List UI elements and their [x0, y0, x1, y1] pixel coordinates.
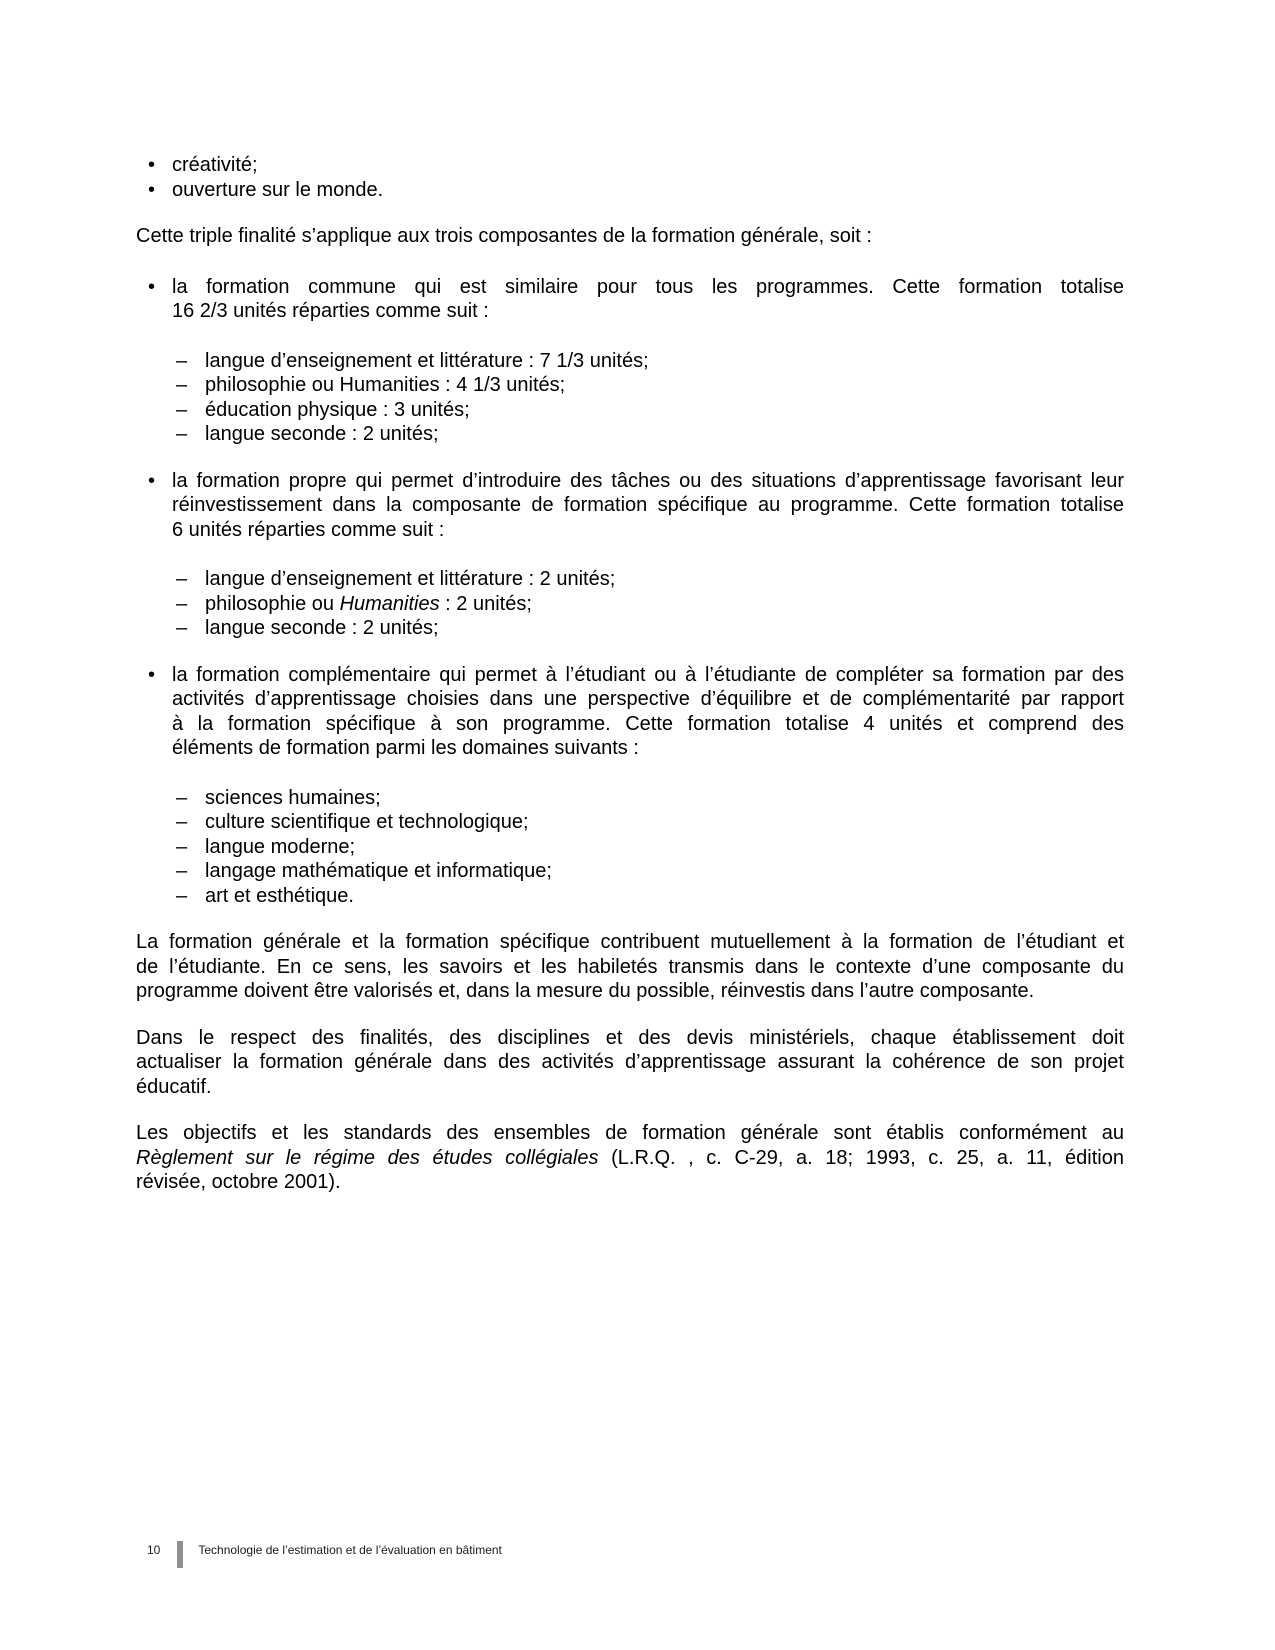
section-formation-commune [136, 275, 1124, 447]
sub-item [136, 884, 1124, 909]
sub-item-text: éducation physique : 3 unités; [205, 398, 470, 421]
sub-item-text: langue moderne; [205, 835, 356, 858]
page-content [136, 153, 1124, 1217]
paragraph-objectifs-standards: Les objectifs et les standards des ensembles de formation générale sont établis conformément au Règlement sur le régime des études collégiales (L.R.Q. , c. C-29, a. 18; 1993, c. 25, a. 11, édition révisée, octobre 2001). [136, 1122, 1124, 1193]
sub-item-text: langue d’enseignement et littérature : 2 unités; [205, 568, 616, 590]
sub-list [136, 349, 1124, 447]
footer-title: Technologie de l’estimation et de l’évaluation en bâtiment [198, 1543, 502, 1557]
dash-icon: – [176, 374, 188, 396]
bullet-item [136, 275, 1124, 324]
bullet-item [136, 469, 1124, 543]
sub-item [136, 616, 1124, 641]
dash-icon: – [176, 786, 188, 809]
sub-item-text: art et esthétique. [205, 884, 354, 907]
dash-icon: – [176, 811, 188, 833]
bullet-icon: • [148, 178, 156, 201]
lead-line: 16 2/3 unités réparties comme suit : [172, 300, 489, 322]
sub-item-text: langue d’enseignement et littérature : 7 1/3 unités; [205, 349, 649, 372]
sub-item [136, 835, 1124, 860]
dash-icon: – [176, 835, 188, 858]
sub-item-text: langue seconde : 2 unités; [205, 423, 439, 445]
page-number: 10 [147, 1543, 161, 1557]
sub-item-text: philosophie ou Humanities : 4 1/3 unités; [205, 374, 566, 396]
sub-item [136, 373, 1124, 398]
lead-line: la formation complémentaire qui permet à l’étudiant ou à l’étudiante de compléter sa formation par des [172, 663, 1124, 686]
bullet-icon: • [148, 663, 156, 686]
sub-item [136, 567, 1124, 592]
sub-item [136, 786, 1124, 811]
list-item-text: créativité; [172, 154, 258, 176]
sub-list [136, 567, 1124, 641]
sub-item [136, 398, 1124, 423]
lead-line: 6 unités réparties comme suit : [172, 518, 445, 541]
lead-line: la formation commune qui est similaire pour tous les programmes. Cette formation totalise [172, 275, 1124, 298]
lead-line: réinvestissement dans la composante de formation spécifique au programme. Cette formation totalise [172, 494, 1124, 516]
lead-line: la formation propre qui permet d’introduire des tâches ou des situations d’apprentissage favorisant leur [172, 469, 1124, 492]
list-item-text: ouverture sur le monde. [172, 178, 384, 201]
italic-term: Humanities [339, 592, 440, 615]
intro-bullet-list [136, 153, 1124, 202]
page-footer [147, 1541, 502, 1568]
sub-item-text: sciences humaines; [205, 786, 381, 809]
paragraph-respect-finalites: Dans le respect des finalités, des disciplines et des devis ministériels, chaque établissement doit actualiser la formation générale dans des activités d’apprentissage assurant la cohérence de son projet éducatif. [136, 1026, 1124, 1098]
bullet-item [136, 663, 1124, 761]
sub-item-text: philosophie ou Humanities : 2 unités; [205, 592, 532, 615]
sub-item-text: langue seconde : 2 unités; [205, 617, 439, 639]
footer-divider [177, 1541, 183, 1568]
dash-icon: – [176, 423, 188, 445]
italic-regulation-title: Règlement sur le régime des études collégiales [136, 1146, 599, 1169]
bullet-icon: • [148, 275, 156, 298]
lead-line: éléments de formation parmi les domaines suivants : [172, 737, 639, 759]
dash-icon: – [176, 398, 188, 421]
paragraph-intro: Cette triple finalité s’applique aux trois composantes de la formation générale, soit : [136, 225, 872, 247]
list-item [136, 178, 1124, 203]
sub-item [136, 859, 1124, 884]
sub-item [136, 422, 1124, 447]
sub-item [136, 592, 1124, 617]
sub-item-text: culture scientifique et technologique; [205, 811, 529, 833]
dash-icon: – [176, 349, 188, 372]
sub-item-text: langage mathématique et informatique; [205, 860, 552, 882]
lead-line: activités d’apprentissage choisies dans une perspective d’équilibre et de complémentarité par rapport [172, 688, 1124, 710]
paragraph-formation-generale: La formation générale et la formation spécifique contribuent mutuellement à la formation de l’étudiant et de l’étudiante. En ce sens, les savoirs et les habiletés transmis dans le contexte d’une composante du programme doivent être valorisés et, dans la mesure du possible, réinvestis dans l’autre composante. [136, 931, 1124, 1002]
bullet-icon: • [148, 154, 156, 176]
dash-icon: – [176, 617, 188, 639]
sub-item [136, 349, 1124, 374]
sub-item [136, 810, 1124, 835]
dash-icon: – [176, 592, 188, 615]
section-formation-complementaire [136, 663, 1124, 909]
lead-line: à la formation spécifique à son programme. Cette formation totalise 4 unités et comprend des [172, 712, 1124, 735]
dash-icon: – [176, 860, 188, 882]
sub-list [136, 786, 1124, 909]
list-item [136, 153, 1124, 178]
bullet-icon: • [148, 469, 156, 492]
dash-icon: – [176, 884, 188, 907]
dash-icon: – [176, 568, 188, 590]
section-formation-propre [136, 469, 1124, 641]
